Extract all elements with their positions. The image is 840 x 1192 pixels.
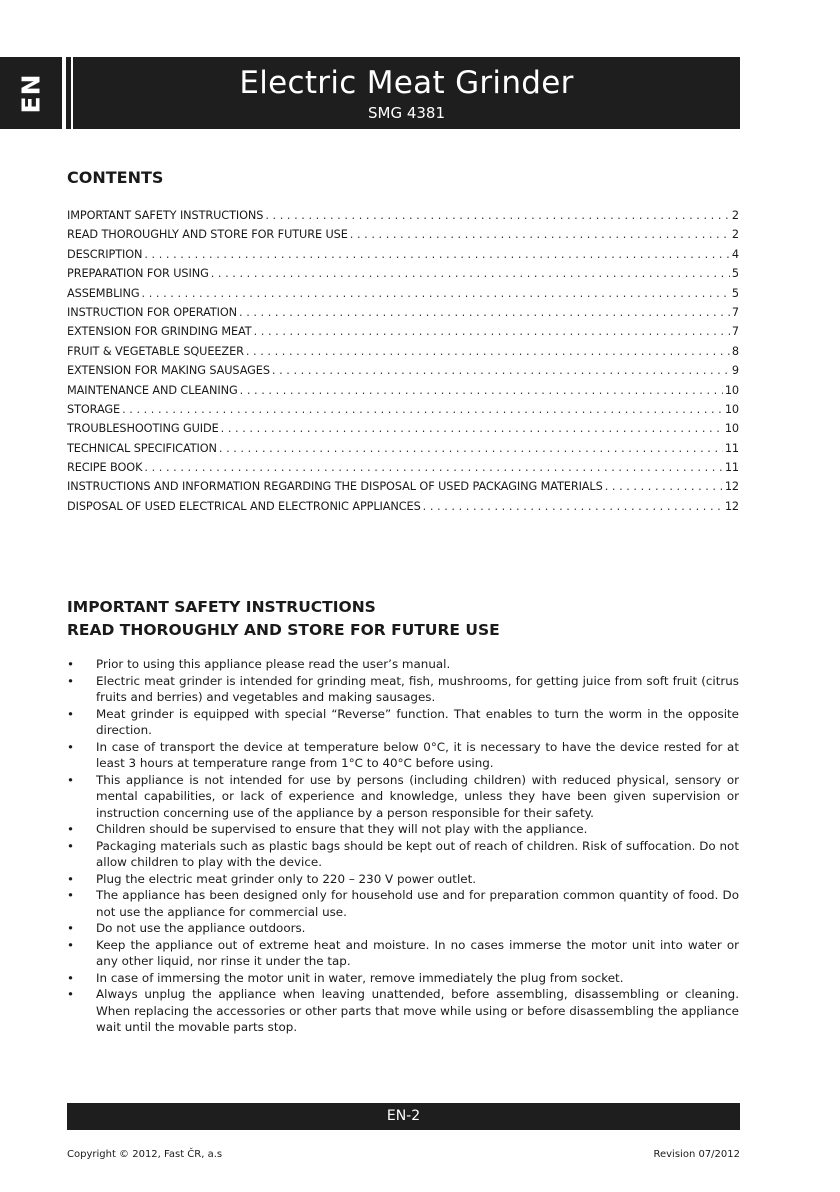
model-number: SMG 4381 [367,104,446,122]
toc-leader-dots [122,403,723,416]
toc-entry[interactable] [67,325,739,344]
toc-entry-title: EXTENSION FOR GRINDING MEAT [67,325,252,339]
contents-heading: CONTENTS [67,168,164,187]
safety-item [67,706,739,739]
safety-item-text: In case of transport the device at temperature below 0°C, it is necessary to have the device rested for at least 3 hours at temperature range from 1°C to 40°C before using. [96,739,739,770]
language-tab [0,57,62,129]
safety-item [67,887,739,920]
toc-entry-title: RECIPE BOOK [67,461,143,475]
toc-leader-dots [221,422,723,435]
toc-entry-page: 2 [731,209,739,222]
toc-entry-page: 12 [724,499,739,513]
toc-entry[interactable] [67,345,739,364]
safety-item [67,673,739,706]
page-number: EN-2 [386,1108,421,1124]
toc-leader-dots [219,442,723,455]
bullet-icon: • [67,673,75,688]
toc-leader-dots [142,287,730,300]
toc-entry[interactable] [67,248,739,267]
safety-item-text: Do not use the appliance outdoors. [96,921,306,935]
safety-item [67,838,739,871]
toc-entry[interactable] [67,461,739,480]
toc-entry[interactable] [67,267,739,286]
bullet-icon: • [67,921,75,935]
toc-entry-title: DISPOSAL OF USED ELECTRICAL AND ELECTRONIC APPLIANCES [67,499,421,513]
safety-item-text: This appliance is not intended for use by persons (including children) with reduced physical, sensory or mental capabilities, or lack of experience and knowledge, unless they have been given supervision or instruction concerning use of the appliance by a person responsible for their safety. [96,772,739,820]
safety-instructions-list [67,656,739,1036]
toc-entry-page: 5 [731,286,739,300]
safety-item [67,821,739,838]
language-code: EN [16,72,46,114]
bullet-icon: • [67,937,75,952]
toc-leader-dots [211,267,730,280]
toc-leader-dots [265,209,730,222]
toc-entry-page: 11 [724,441,739,455]
safety-item [67,656,739,673]
safety-item-text: Packaging materials such as plastic bags should be kept out of reach of children. Risk of suffocation. Do not allow children to play with the device. [96,838,739,869]
toc-entry-page: 10 [724,383,739,397]
safety-item [67,937,739,970]
footer-bar [67,1103,740,1130]
toc-entry-title: IMPORTANT SAFETY INSTRUCTIONS [67,209,264,222]
toc-entry-title: ASSEMBLING [67,286,140,300]
bullet-icon: • [67,657,75,671]
bullet-icon: • [67,871,75,886]
toc-leader-dots [144,248,730,261]
toc-leader-dots [254,325,730,338]
toc-leader-dots [144,461,722,474]
toc-leader-dots [272,364,730,377]
bullet-icon: • [67,987,75,1001]
safety-item [67,739,739,772]
document-title: Electric Meat Grinder [239,65,574,101]
toc-entry-page: 9 [731,364,739,378]
bullet-icon: • [67,970,75,985]
toc-entry[interactable] [67,384,739,403]
toc-entry-page: 5 [731,267,739,281]
safety-subheading: READ THOROUGHLY AND STORE FOR FUTURE USE [67,621,500,639]
toc-leader-dots [605,480,723,493]
toc-entry[interactable] [67,209,739,228]
bullet-icon: • [67,822,75,836]
header-bar [73,57,740,129]
safety-item-text: Plug the electric meat grinder only to 220 – 230 V power outlet. [96,871,477,886]
safety-item-text: Always unplug the appliance when leaving unattended, before assembling, disassembling or cleaning. When replacing the accessories or other parts that move while using or before disassembling the appliance wait until the movable parts stop. [96,987,739,1034]
toc-entry[interactable] [67,442,739,461]
bullet-icon: • [67,706,75,721]
toc-entry-title: FRUIT & VEGETABLE SQUEEZER [67,344,244,358]
copyright-notice: Copyright © 2012, Fast ČR, a.s [67,1149,223,1160]
toc-entry-page: 10 [724,402,739,416]
safety-item-text: Meat grinder is equipped with special “Reverse” function. That enables to turn the worm in the opposite direction. [96,706,739,737]
toc-leader-dots [423,500,723,513]
toc-leader-dots [350,228,730,241]
toc-entry-title: PREPARATION FOR USING [67,267,209,281]
toc-entry-title: MAINTENANCE AND CLEANING [67,383,238,397]
safety-item [67,920,739,937]
toc-entry-page: 12 [724,480,739,494]
toc-leader-dots [246,345,730,358]
safety-item [67,772,739,822]
toc-entry[interactable] [67,306,739,325]
safety-item [67,871,739,888]
toc-leader-dots [240,384,723,397]
toc-entry-title: EXTENSION FOR MAKING SAUSAGES [67,364,270,378]
bullet-icon: • [67,772,75,787]
toc-entry-page: 4 [731,247,739,261]
bullet-icon: • [67,888,75,902]
toc-leader-dots [239,306,730,319]
toc-entry-title: DESCRIPTION [67,247,143,261]
toc-entry-page: 2 [731,228,739,242]
tab-divider [66,57,71,129]
safety-item-text: Electric meat grinder is intended for grinding meat, fish, mushrooms, for getting juice from soft fruit (citrus fruits and berries) and vegetables and making sausages. [96,673,739,704]
toc-entry-page: 8 [731,344,739,358]
table-of-contents [67,209,739,519]
safety-item-text: The appliance has been designed only for household use and for preparation common quantity of food. Do not use the appliance for commercial use. [96,888,739,919]
bullet-icon: • [67,838,75,853]
safety-item [67,970,739,987]
toc-entry-page: 11 [724,461,739,475]
toc-entry-title: INSTRUCTION FOR OPERATION [67,305,238,319]
safety-item-text: Prior to using this appliance please read the user’s manual. [96,657,451,671]
toc-entry-page: 7 [731,325,739,339]
safety-item-text: In case of immersing the motor unit in water, remove immediately the plug from socket. [96,970,624,985]
toc-entry[interactable] [67,480,739,499]
toc-entry[interactable] [67,287,739,306]
bullet-icon: • [67,739,75,754]
safety-item-text: Keep the appliance out of extreme heat and moisture. In no cases immerse the motor unit into water or any other liquid, nor rinse it under the tap. [96,937,739,968]
revision-label: Revision 07/2012 [653,1149,740,1160]
toc-entry[interactable] [67,403,739,422]
toc-entry-page: 10 [724,422,739,436]
toc-entry-title: INSTRUCTIONS AND INFORMATION REGARDING THE DISPOSAL OF USED PACKAGING MATERIALS [67,480,603,494]
toc-entry[interactable] [67,422,739,441]
toc-entry-title: TECHNICAL SPECIFICATION [67,441,217,455]
safety-heading: IMPORTANT SAFETY INSTRUCTIONS [67,598,376,616]
safety-item [67,986,739,1036]
toc-entry-title: READ THOROUGHLY AND STORE FOR FUTURE USE [67,228,348,242]
toc-entry[interactable] [67,228,739,247]
toc-entry[interactable] [67,364,739,383]
toc-entry-title: TROUBLESHOOTING GUIDE [67,422,219,436]
toc-entry-title: STORAGE [67,402,121,416]
toc-entry[interactable] [67,500,739,519]
toc-entry-page: 7 [731,305,739,319]
safety-item-text: Children should be supervised to ensure that they will not play with the appliance. [96,822,588,836]
